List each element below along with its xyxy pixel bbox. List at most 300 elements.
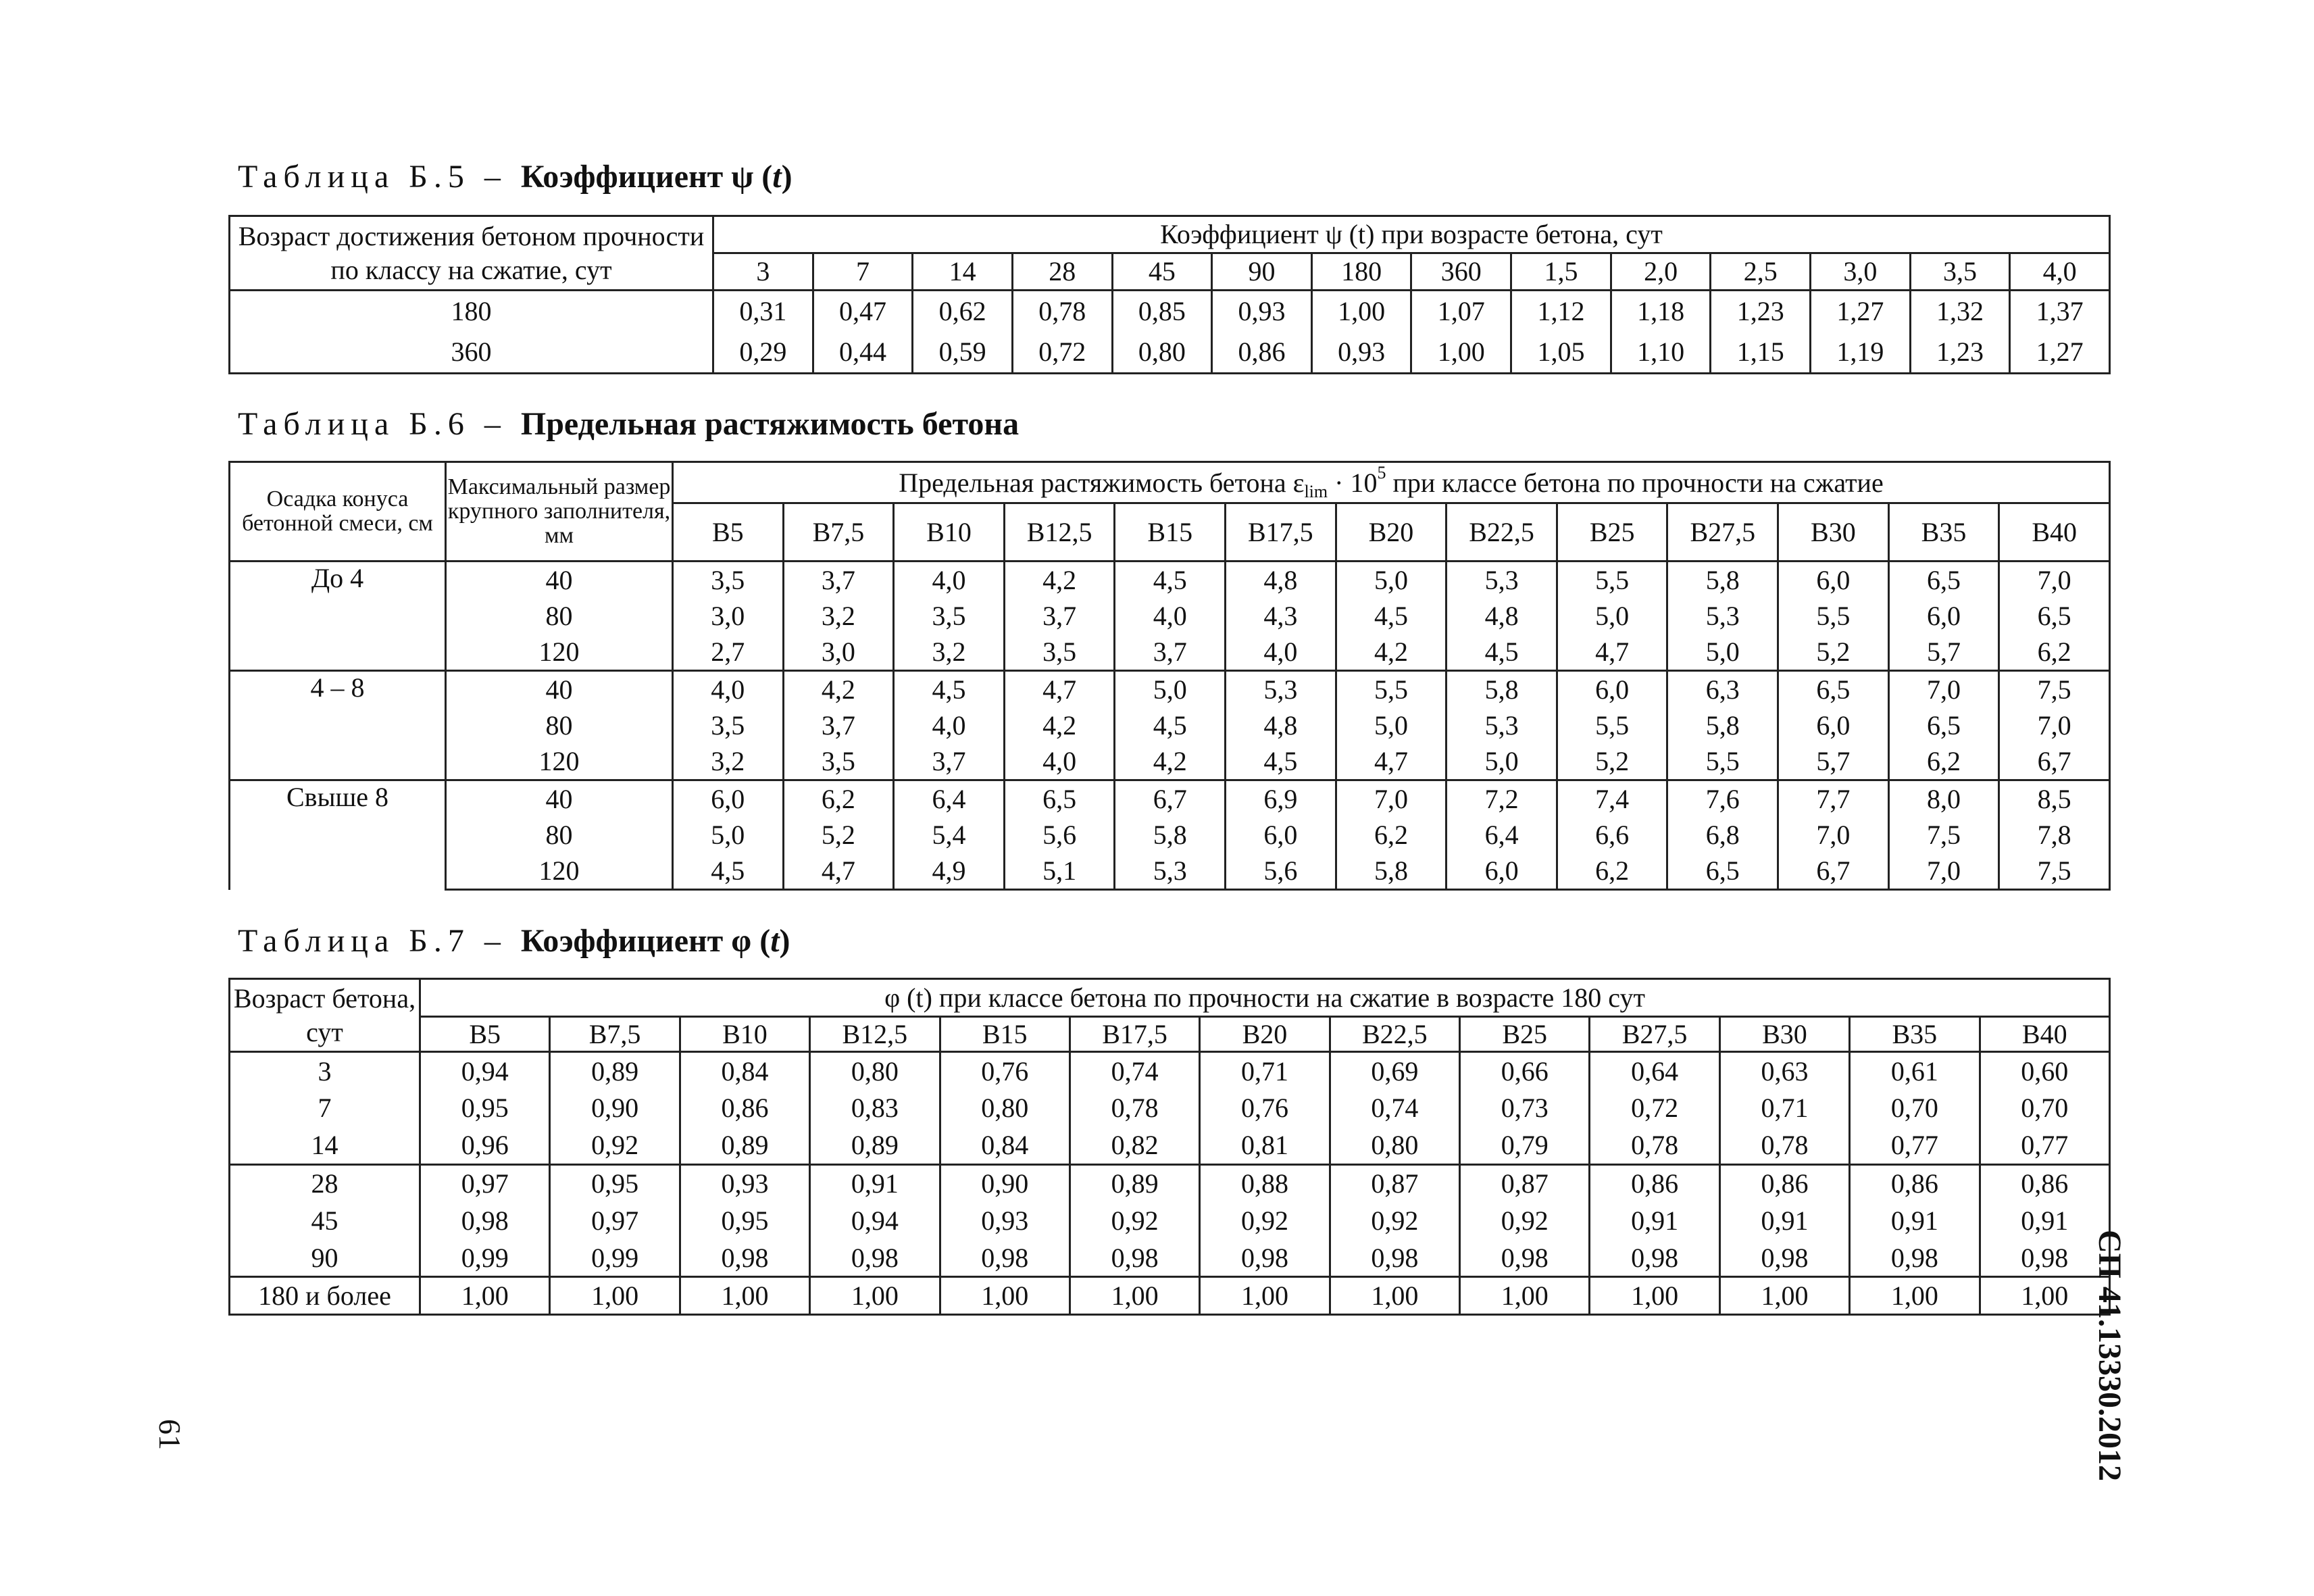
table-b6-col2-header: Максимальный размер крупного заполнителя, мм <box>446 462 673 562</box>
table-cell: 0,83 <box>810 1089 940 1127</box>
table-b6-size-cell: 120 <box>446 744 673 780</box>
table-cell: 0,72 <box>1590 1089 1719 1127</box>
table-cell: 0,86 <box>1850 1164 1980 1202</box>
table-cell: 5,8 <box>1115 817 1226 853</box>
table-cell: 0,91 <box>810 1164 940 1202</box>
table-cell: 0,90 <box>940 1164 1070 1202</box>
table-cell: 4,8 <box>1447 598 1557 634</box>
table-cell: 5,3 <box>1226 671 1336 707</box>
table-cell: 4,5 <box>673 853 784 890</box>
table-cell: 4,7 <box>1336 744 1447 780</box>
table-cell: 0,86 <box>1590 1164 1719 1202</box>
table-cell: 0,91 <box>1590 1202 1719 1240</box>
table-b6 <box>228 461 2111 891</box>
table-b5-col-header: 180 <box>1311 253 1411 291</box>
table-cell: 3,7 <box>1004 598 1115 634</box>
table-cell: 1,00 <box>1200 1277 1330 1315</box>
table-b6-group-label: 4 – 8 <box>230 671 446 780</box>
table-cell: 0,98 <box>1200 1239 1330 1277</box>
table-cell: 6,0 <box>1778 707 1889 744</box>
table-cell: 6,5 <box>1667 853 1778 890</box>
table-b7-caption-end: ) <box>779 923 790 959</box>
table-cell: 0,89 <box>1070 1164 1199 1202</box>
table-row <box>230 1239 2110 1277</box>
table-cell: 7,5 <box>1999 853 2110 890</box>
table-b7-col-header: В5 <box>420 1017 550 1052</box>
table-cell: 0,95 <box>550 1164 680 1202</box>
table-cell: 4,2 <box>1004 707 1115 744</box>
table-b6-group-label: Свыше 8 <box>230 780 446 890</box>
table-cell: 0,93 <box>1311 332 1411 374</box>
table-cell: 0,78 <box>1070 1089 1199 1127</box>
table-b6-size-cell: 80 <box>446 817 673 853</box>
table-cell: 5,7 <box>1778 744 1889 780</box>
table-cell: 0,64 <box>1590 1052 1719 1090</box>
table-cell: 4,0 <box>1004 744 1115 780</box>
table-cell: 0,76 <box>1200 1089 1330 1127</box>
table-b6-col-header: В12,5 <box>1004 503 1115 562</box>
table-cell: 6,2 <box>1336 817 1447 853</box>
table-cell: 6,0 <box>673 780 784 817</box>
table-cell: 3,7 <box>1115 634 1226 671</box>
table-cell: 4,9 <box>894 853 1005 890</box>
table-cell: 3,2 <box>673 744 784 780</box>
table-cell: 0,91 <box>1850 1202 1980 1240</box>
table-b7-caption-var: t <box>770 923 780 959</box>
table-cell: 4,3 <box>1226 598 1336 634</box>
table-cell: 0,60 <box>1980 1052 2110 1090</box>
table-cell: 5,1 <box>1004 853 1115 890</box>
table-cell: 2,7 <box>673 634 784 671</box>
table-cell: 3,7 <box>783 562 894 598</box>
table-cell: 5,5 <box>1557 562 1667 598</box>
table-row <box>230 562 2110 598</box>
table-cell: 6,4 <box>894 780 1005 817</box>
table-cell: 5,0 <box>1667 634 1778 671</box>
table-cell: 0,77 <box>1850 1127 1980 1165</box>
table-b5-col-header: 360 <box>1411 253 1511 291</box>
table-cell: 5,6 <box>1004 817 1115 853</box>
table-cell: 8,0 <box>1888 780 1999 817</box>
table-b5-caption <box>238 157 793 197</box>
table-cell: 1,23 <box>1711 291 1811 332</box>
table-row <box>230 598 2110 634</box>
table-cell: 0,87 <box>1330 1164 1459 1202</box>
table-b5-col-header: 90 <box>1212 253 1312 291</box>
table-b6-group-header-mid: · 10 <box>1328 468 1378 498</box>
table-cell: 0,80 <box>940 1089 1070 1127</box>
table-b5-col-header: 7 <box>813 253 913 291</box>
table-cell: 0,98 <box>1590 1239 1719 1277</box>
table-cell: 1,23 <box>1910 332 2010 374</box>
table-cell: 0,80 <box>1330 1127 1459 1165</box>
table-b5-row-label: 360 <box>230 332 713 374</box>
table-cell: 6,0 <box>1226 817 1336 853</box>
table-b7-col-header: В40 <box>1980 1017 2110 1052</box>
table-cell: 3,7 <box>783 707 894 744</box>
table-cell: 5,5 <box>1778 598 1889 634</box>
table-cell: 4,2 <box>783 671 894 707</box>
table-b5-col-header: 1,5 <box>1511 253 1611 291</box>
table-cell: 7,2 <box>1447 780 1557 817</box>
table-cell: 6,5 <box>1999 598 2110 634</box>
table-b6-col-header: В15 <box>1115 503 1226 562</box>
table-cell: 5,8 <box>1667 707 1778 744</box>
table-b6-size-cell: 120 <box>446 634 673 671</box>
table-cell: 7,5 <box>1888 817 1999 853</box>
table-cell: 0,62 <box>913 291 1013 332</box>
table-cell: 0,84 <box>940 1127 1070 1165</box>
table-row <box>230 817 2110 853</box>
table-cell: 4,8 <box>1226 562 1336 598</box>
table-cell: 5,7 <box>1888 634 1999 671</box>
table-b5-row-label: 180 <box>230 291 713 332</box>
table-cell: 0,76 <box>940 1052 1070 1090</box>
table-cell: 6,7 <box>1999 744 2110 780</box>
table-b6-size-cell: 40 <box>446 671 673 707</box>
table-cell: 4,0 <box>894 562 1005 598</box>
table-cell: 6,7 <box>1115 780 1226 817</box>
table-row <box>230 1052 2110 1090</box>
table-b5-col-header: 3,5 <box>1910 253 2010 291</box>
table-cell: 0,92 <box>1330 1202 1459 1240</box>
table-b6-col-header: В27,5 <box>1667 503 1778 562</box>
table-row <box>230 291 2110 332</box>
table-cell: 3,5 <box>673 707 784 744</box>
table-cell: 7,0 <box>1999 707 2110 744</box>
table-cell: 5,0 <box>1115 671 1226 707</box>
table-b7-col-header: В12,5 <box>810 1017 940 1052</box>
table-cell: 4,2 <box>1336 634 1447 671</box>
table-cell: 6,5 <box>1004 780 1115 817</box>
table-b7-col-header: В30 <box>1719 1017 1849 1052</box>
table-b5-col-header: 2,5 <box>1711 253 1811 291</box>
table-b6-col-header: В7,5 <box>783 503 894 562</box>
table-b6-col-header: В40 <box>1999 503 2110 562</box>
table-cell: 5,3 <box>1115 853 1226 890</box>
table-row <box>230 1164 2110 1202</box>
table-cell: 4,7 <box>1557 634 1667 671</box>
table-cell: 0,96 <box>420 1127 550 1165</box>
table-cell: 3,5 <box>783 744 894 780</box>
table-cell: 0,98 <box>1460 1239 1590 1277</box>
table-b7-col-header: В15 <box>940 1017 1070 1052</box>
table-cell: 7,5 <box>1999 671 2110 707</box>
table-b7-group <box>230 1052 2110 1165</box>
table-cell: 0,44 <box>813 332 913 374</box>
table-b5-col-header: 28 <box>1012 253 1112 291</box>
table-b5-caption-var: t <box>772 159 782 195</box>
table-b6-caption <box>238 404 1019 445</box>
table-cell: 0,61 <box>1850 1052 1980 1090</box>
table-cell: 1,00 <box>1590 1277 1719 1315</box>
table-cell: 0,98 <box>1850 1239 1980 1277</box>
table-cell: 0,77 <box>1980 1127 2110 1165</box>
table-cell: 5,0 <box>1336 707 1447 744</box>
table-cell: 0,63 <box>1719 1052 1849 1090</box>
table-b7-row-label: 90 <box>230 1239 420 1277</box>
table-cell: 7,7 <box>1778 780 1889 817</box>
table-cell: 1,37 <box>2010 291 2110 332</box>
table-cell: 4,5 <box>894 671 1005 707</box>
table-b6-col1-header: Осадка конуса бетонной смеси, см <box>230 462 446 562</box>
table-b6-caption-lead: Таблица Б.6 – <box>238 406 521 442</box>
table-cell: 0,71 <box>1719 1089 1849 1127</box>
table-cell: 6,2 <box>1557 853 1667 890</box>
table-cell: 7,8 <box>1999 817 2110 853</box>
table-cell: 0,92 <box>1460 1202 1590 1240</box>
table-b5-col-header: 45 <box>1112 253 1212 291</box>
table-cell: 6,9 <box>1226 780 1336 817</box>
table-cell: 0,74 <box>1070 1052 1199 1090</box>
table-cell: 4,2 <box>1004 562 1115 598</box>
table-cell: 0,74 <box>1330 1089 1459 1127</box>
table-cell: 7,6 <box>1667 780 1778 817</box>
table-cell: 5,0 <box>1336 562 1447 598</box>
table-cell: 0,98 <box>1719 1239 1849 1277</box>
table-cell: 1,00 <box>1311 291 1411 332</box>
table-b5-col-header: 14 <box>913 253 1013 291</box>
table-cell: 0,92 <box>1070 1202 1199 1240</box>
table-b7-caption <box>238 921 790 962</box>
table-cell: 3,0 <box>783 634 894 671</box>
table-cell: 0,98 <box>680 1239 809 1277</box>
table-b7-group <box>230 1277 2110 1315</box>
table-cell: 5,5 <box>1557 707 1667 744</box>
table-cell: 4,2 <box>1115 744 1226 780</box>
table-cell: 1,00 <box>1460 1277 1590 1315</box>
table-cell: 1,18 <box>1611 291 1711 332</box>
table-cell: 6,2 <box>783 780 894 817</box>
table-b6-size-cell: 40 <box>446 562 673 598</box>
table-cell: 1,12 <box>1511 291 1611 332</box>
table-cell: 0,99 <box>420 1239 550 1277</box>
table-cell: 0,87 <box>1460 1164 1590 1202</box>
table-b7-col-header: В10 <box>680 1017 809 1052</box>
table-b6-group-header-sub: lim <box>1304 482 1328 501</box>
table-cell: 5,0 <box>1447 744 1557 780</box>
table-cell: 4,0 <box>673 671 784 707</box>
table-b6-group-header <box>673 462 2110 503</box>
table-b5-caption-end: ) <box>781 159 793 195</box>
table-b6-col-header: В5 <box>673 503 784 562</box>
table-cell: 0,80 <box>810 1052 940 1090</box>
table-b7-row-label: 180 и более <box>230 1277 420 1315</box>
table-b5-col-header: 3 <box>713 253 813 291</box>
table-b6-group-header-pre: Предельная растяжимость бетона ε <box>899 468 1305 498</box>
table-row <box>230 744 2110 780</box>
table-cell: 0,98 <box>420 1202 550 1240</box>
table-b5-caption-lead: Таблица Б.5 – <box>238 159 521 195</box>
table-cell: 0,47 <box>813 291 913 332</box>
table-b6-size-cell: 120 <box>446 853 673 890</box>
table-b5-row-header: Возраст достижения бетоном прочности по классу на сжатие, сут <box>230 216 713 291</box>
table-cell: 0,31 <box>713 291 813 332</box>
table-cell: 3,5 <box>673 562 784 598</box>
table-b7-row-label: 7 <box>230 1089 420 1127</box>
table-cell: 0,93 <box>940 1202 1070 1240</box>
table-cell: 5,2 <box>1557 744 1667 780</box>
table-cell: 1,32 <box>1910 291 2010 332</box>
table-cell: 5,2 <box>1778 634 1889 671</box>
document-id: СП 41.13330.2012 <box>2092 1230 2128 1481</box>
table-cell: 1,00 <box>1330 1277 1459 1315</box>
table-cell: 4,5 <box>1447 634 1557 671</box>
table-cell: 5,3 <box>1447 562 1557 598</box>
table-row <box>230 1089 2110 1127</box>
table-cell: 3,2 <box>783 598 894 634</box>
table-row <box>230 1202 2110 1240</box>
table-b6-col-header: В17,5 <box>1226 503 1336 562</box>
table-cell: 4,5 <box>1115 707 1226 744</box>
table-b7-row-header: Возраст бетона, сут <box>230 979 420 1052</box>
table-cell: 0,86 <box>680 1089 809 1127</box>
table-b6-size-cell: 80 <box>446 598 673 634</box>
table-b7-group <box>230 1164 2110 1277</box>
table-b6-col-header: В35 <box>1888 503 1999 562</box>
table-row <box>230 707 2110 744</box>
table-cell: 0,84 <box>680 1052 809 1090</box>
table-cell: 1,00 <box>680 1277 809 1315</box>
table-row <box>230 1127 2110 1165</box>
table-cell: 0,89 <box>680 1127 809 1165</box>
table-b5-col-header: 4,0 <box>2010 253 2110 291</box>
table-cell: 6,2 <box>1999 634 2110 671</box>
table-cell: 0,59 <box>913 332 1013 374</box>
table-b7-caption-lead: Таблица Б.7 – <box>238 923 521 959</box>
table-cell: 6,5 <box>1778 671 1889 707</box>
table-cell: 4,0 <box>894 707 1005 744</box>
table-cell: 6,0 <box>1557 671 1667 707</box>
table-cell: 0,70 <box>1850 1089 1980 1127</box>
table-cell: 6,4 <box>1447 817 1557 853</box>
table-b7-col-header: В17,5 <box>1070 1017 1199 1052</box>
table-b7-row-label: 28 <box>230 1164 420 1202</box>
table-b7-row-label: 45 <box>230 1202 420 1240</box>
table-cell: 0,98 <box>1070 1239 1199 1277</box>
table-cell: 0,94 <box>420 1052 550 1090</box>
table-cell: 0,82 <box>1070 1127 1199 1165</box>
table-cell: 1,00 <box>1411 332 1511 374</box>
table-cell: 0,91 <box>1980 1202 2110 1240</box>
table-row <box>230 332 2110 374</box>
table-b6-group <box>230 671 2110 780</box>
table-row <box>230 671 2110 707</box>
table-cell: 1,15 <box>1711 332 1811 374</box>
table-cell: 6,3 <box>1667 671 1778 707</box>
table-b7-row-label: 14 <box>230 1127 420 1165</box>
table-cell: 0,78 <box>1719 1127 1849 1165</box>
table-cell: 0,86 <box>1980 1164 2110 1202</box>
table-cell: 3,7 <box>894 744 1005 780</box>
table-cell: 0,78 <box>1012 291 1112 332</box>
table-cell: 7,0 <box>1999 562 2110 598</box>
table-b6-col-header: В30 <box>1778 503 1889 562</box>
table-cell: 0,86 <box>1719 1164 1849 1202</box>
table-b7 <box>228 978 2111 1316</box>
table-cell: 0,92 <box>1200 1202 1330 1240</box>
table-cell: 0,98 <box>940 1239 1070 1277</box>
table-cell: 0,86 <box>1212 332 1312 374</box>
table-cell: 7,0 <box>1888 853 1999 890</box>
table-cell: 7,0 <box>1336 780 1447 817</box>
table-cell: 0,90 <box>550 1089 680 1127</box>
table-b5-col-header: 2,0 <box>1611 253 1711 291</box>
table-b6-caption-title: Предельная растяжимость бетона <box>520 406 1020 442</box>
table-cell: 0,99 <box>550 1239 680 1277</box>
table-cell: 0,93 <box>680 1164 809 1202</box>
table-cell: 0,78 <box>1590 1127 1719 1165</box>
table-row <box>230 853 2110 890</box>
table-cell: 3,5 <box>894 598 1005 634</box>
table-cell: 6,0 <box>1778 562 1889 598</box>
table-row <box>230 634 2110 671</box>
table-cell: 4,8 <box>1226 707 1336 744</box>
table-b7-col-header: В7,5 <box>550 1017 680 1052</box>
table-cell: 5,2 <box>783 817 894 853</box>
table-cell: 6,5 <box>1888 562 1999 598</box>
table-cell: 1,00 <box>940 1277 1070 1315</box>
table-cell: 0,91 <box>1719 1202 1849 1240</box>
table-b6-size-cell: 80 <box>446 707 673 744</box>
table-cell: 0,92 <box>550 1127 680 1165</box>
table-b6-group-header-post: при классе бетона по прочности на сжатие <box>1386 468 1884 498</box>
table-cell: 1,00 <box>550 1277 680 1315</box>
table-b6-col-header: В25 <box>1557 503 1667 562</box>
table-cell: 6,6 <box>1557 817 1667 853</box>
table-b6-group <box>230 780 2110 890</box>
table-cell: 0,66 <box>1460 1052 1590 1090</box>
table-cell: 6,5 <box>1888 707 1999 744</box>
table-cell: 1,00 <box>1980 1277 2110 1315</box>
table-cell: 4,5 <box>1226 744 1336 780</box>
table-cell: 8,5 <box>1999 780 2110 817</box>
table-cell: 1,00 <box>810 1277 940 1315</box>
table-cell: 6,8 <box>1667 817 1778 853</box>
table-cell: 1,07 <box>1411 291 1511 332</box>
table-cell: 6,0 <box>1888 598 1999 634</box>
table-cell: 0,71 <box>1200 1052 1330 1090</box>
table-cell: 0,95 <box>680 1202 809 1240</box>
table-cell: 5,6 <box>1226 853 1336 890</box>
table-cell: 0,81 <box>1200 1127 1330 1165</box>
table-b6-col-header: В20 <box>1336 503 1447 562</box>
table-b7-col-header: В20 <box>1200 1017 1330 1052</box>
table-cell: 1,00 <box>420 1277 550 1315</box>
table-cell: 1,00 <box>1070 1277 1199 1315</box>
table-cell: 5,4 <box>894 817 1005 853</box>
table-cell: 0,72 <box>1012 332 1112 374</box>
table-cell: 6,0 <box>1447 853 1557 890</box>
table-cell: 0,69 <box>1330 1052 1459 1090</box>
table-cell: 0,97 <box>420 1164 550 1202</box>
table-cell: 0,89 <box>550 1052 680 1090</box>
table-cell: 0,89 <box>810 1127 940 1165</box>
table-cell: 3,5 <box>1004 634 1115 671</box>
table-b6-size-cell: 40 <box>446 780 673 817</box>
table-cell: 0,98 <box>810 1239 940 1277</box>
table-cell: 0,97 <box>550 1202 680 1240</box>
table-b6-col-header: В10 <box>894 503 1005 562</box>
table-cell: 4,7 <box>783 853 894 890</box>
table-b7-col-header: В27,5 <box>1590 1017 1719 1052</box>
table-b7-row-label: 3 <box>230 1052 420 1090</box>
table-cell: 4,7 <box>1004 671 1115 707</box>
table-cell: 5,3 <box>1447 707 1557 744</box>
table-cell: 5,0 <box>673 817 784 853</box>
table-b7-group-header: φ (t) при классе бетона по прочности на сжатие в возрасте 180 сут <box>420 979 2110 1017</box>
table-row <box>230 780 2110 817</box>
